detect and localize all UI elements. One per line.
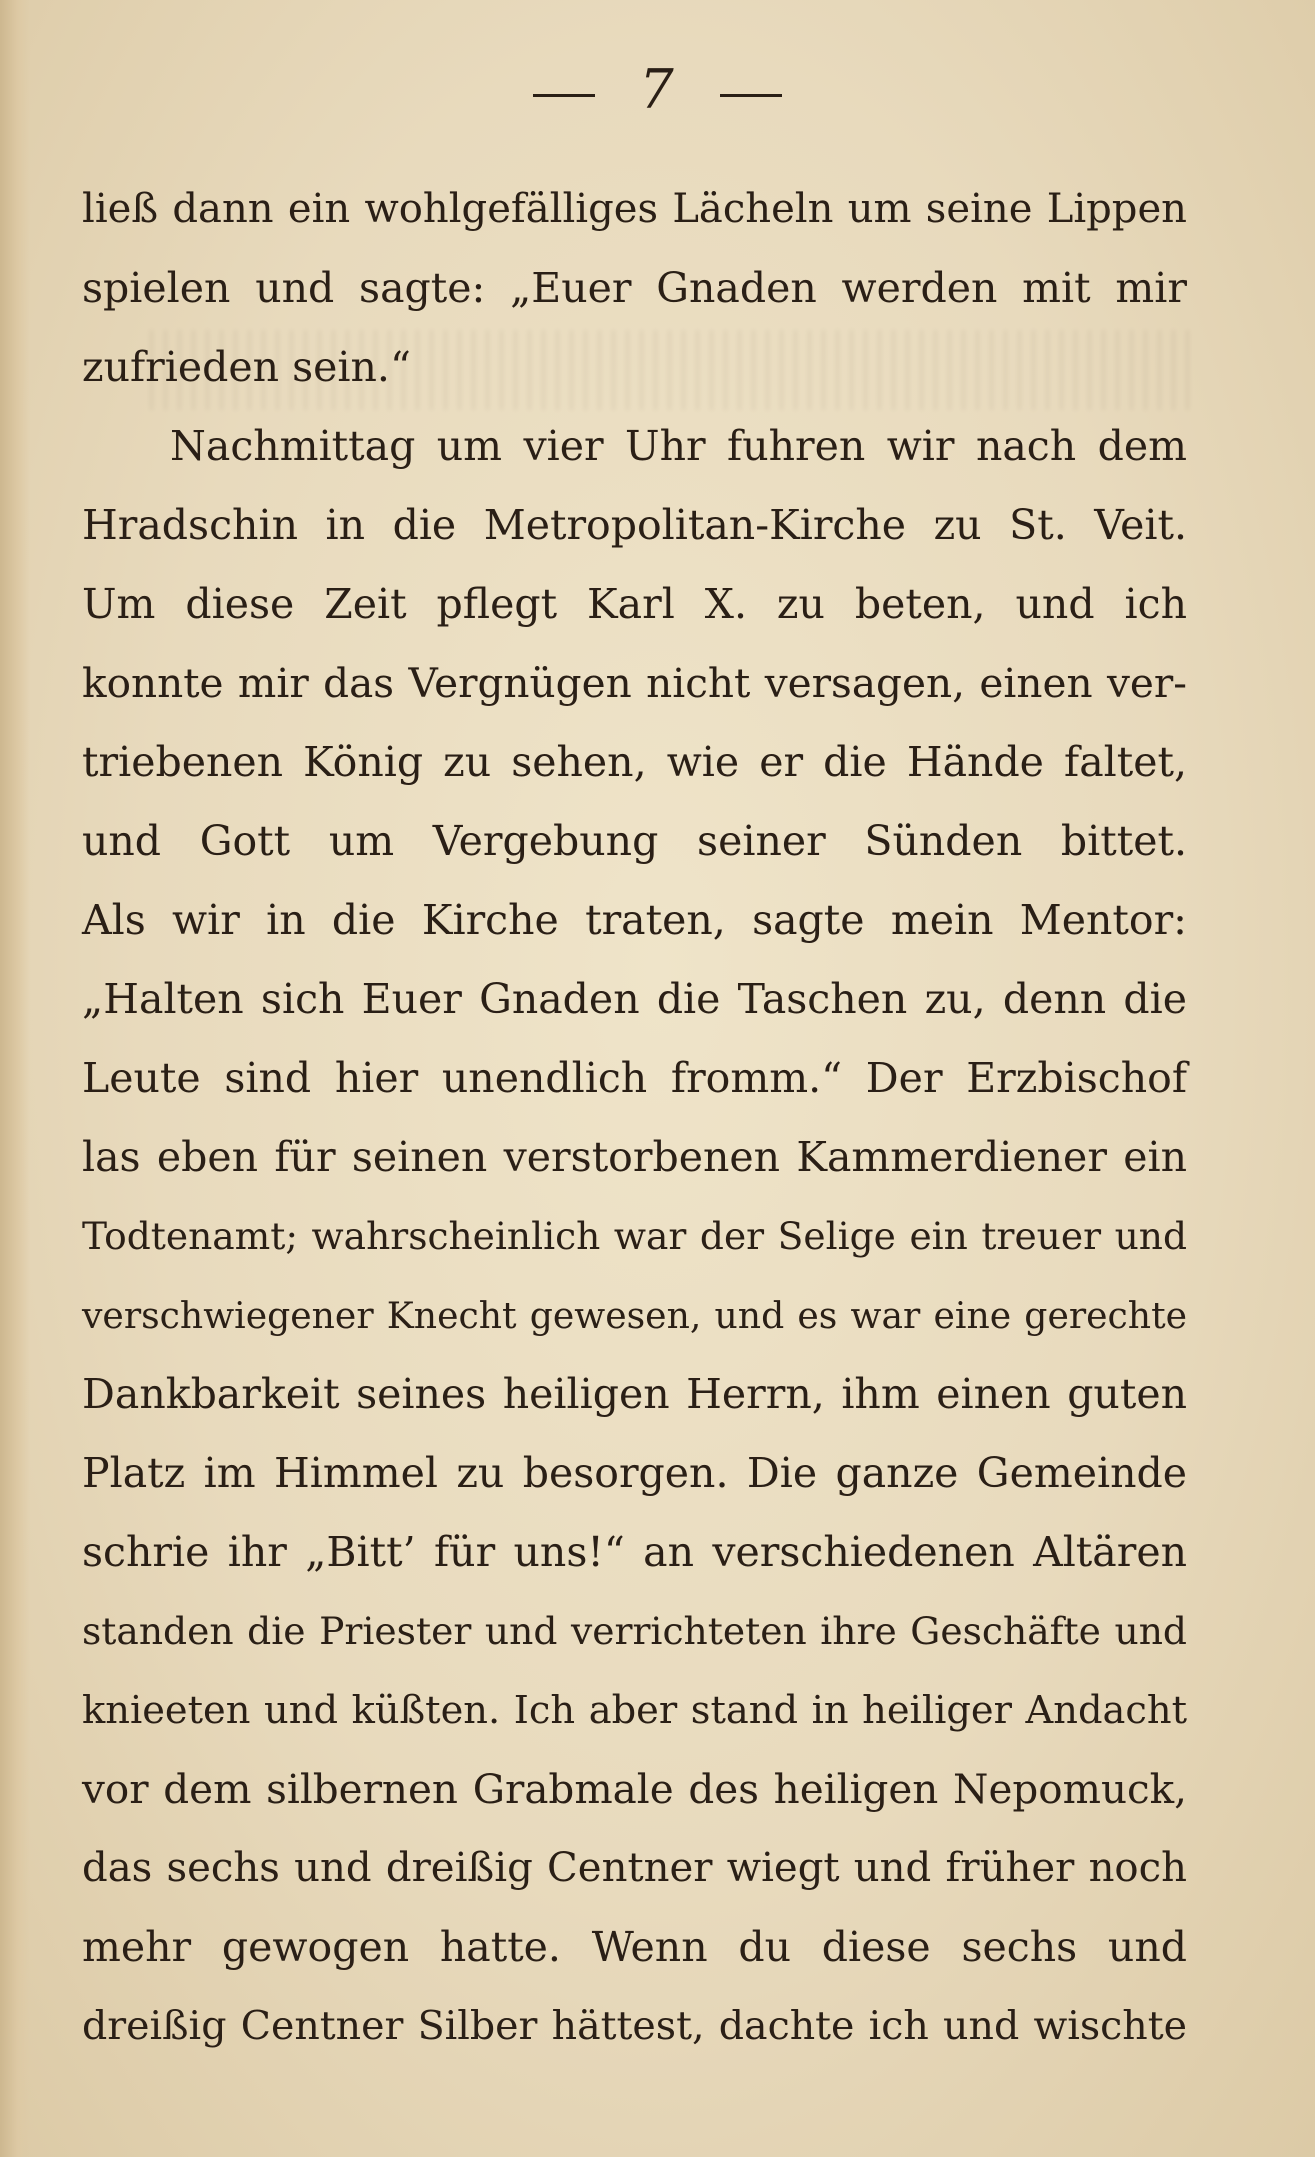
text-line: Leute sind hier unendlich fromm.“ Der Erzbischof xyxy=(82,1054,1187,1102)
page-number: 7 xyxy=(639,58,676,121)
text-line: verschwiegener Knecht gewesen, und es war eine gerechte xyxy=(82,1294,1187,1337)
text-line: dreißig Centner Silber hättest, dachte ich und wischte xyxy=(82,2003,1187,2049)
text-line: triebenen König zu sehen, wie er die Hände faltet, xyxy=(82,738,1187,786)
text-line: das sechs und dreißig Centner wiegt und früher noch xyxy=(82,1845,1187,1891)
page-header xyxy=(0,60,1315,121)
header-dash-left xyxy=(533,94,595,97)
text-line: standen die Priester und verrichteten ihre Geschäfte und xyxy=(82,1609,1187,1653)
text-line: vor dem silbernen Grabmale des heiligen Nepomuck, xyxy=(82,1765,1187,1813)
text-line: „Halten sich Euer Gnaden die Taschen zu, denn die xyxy=(82,975,1187,1023)
text-line: Todtenamt; wahrscheinlich war der Selige ein treuer und xyxy=(82,1214,1187,1258)
text-line: Hradschin in die Metropolitan-Kirche zu St. Veit. xyxy=(82,501,1187,549)
text-line: knieeten und küßten. Ich aber stand in heiliger Andacht xyxy=(82,1688,1187,1733)
text-line: und Gott um Vergebung seiner Sünden bittet. xyxy=(82,817,1187,865)
text-line: ließ dann ein wohlgefälliges Lächeln um seine Lippen xyxy=(82,186,1187,232)
body-text xyxy=(82,170,1187,2066)
text-line: Als wir in die Kirche traten, sagte mein Mentor: xyxy=(82,896,1187,944)
text-line: Dankbarkeit seines heiligen Herrn, ihm einen guten xyxy=(82,1370,1187,1418)
text-line: Um diese Zeit pflegt Karl X. zu beten, und ich xyxy=(82,580,1187,628)
text-line: las eben für seinen verstorbenen Kammerdiener ein xyxy=(82,1133,1187,1181)
text-line: schrie ihr „Bitt’ für uns!“ an verschiedenen Altären xyxy=(82,1528,1187,1576)
text-line: zufrieden sein.“ xyxy=(82,343,411,391)
page-gutter-shadow xyxy=(0,0,30,2157)
text-line: Nachmittag um vier Uhr fuhren wir nach dem xyxy=(170,422,1187,470)
text-line: mehr gewogen hatte. Wenn du diese sechs und xyxy=(82,1923,1187,1971)
text-line: spielen und sagte: „Euer Gnaden werden mit mir xyxy=(82,264,1187,312)
text-line: konnte mir das Vergnügen nicht versagen, einen ver- xyxy=(82,659,1187,707)
text-line: Platz im Himmel zu besorgen. Die ganze Gemeinde xyxy=(82,1449,1187,1497)
header-dash-right xyxy=(720,94,782,97)
